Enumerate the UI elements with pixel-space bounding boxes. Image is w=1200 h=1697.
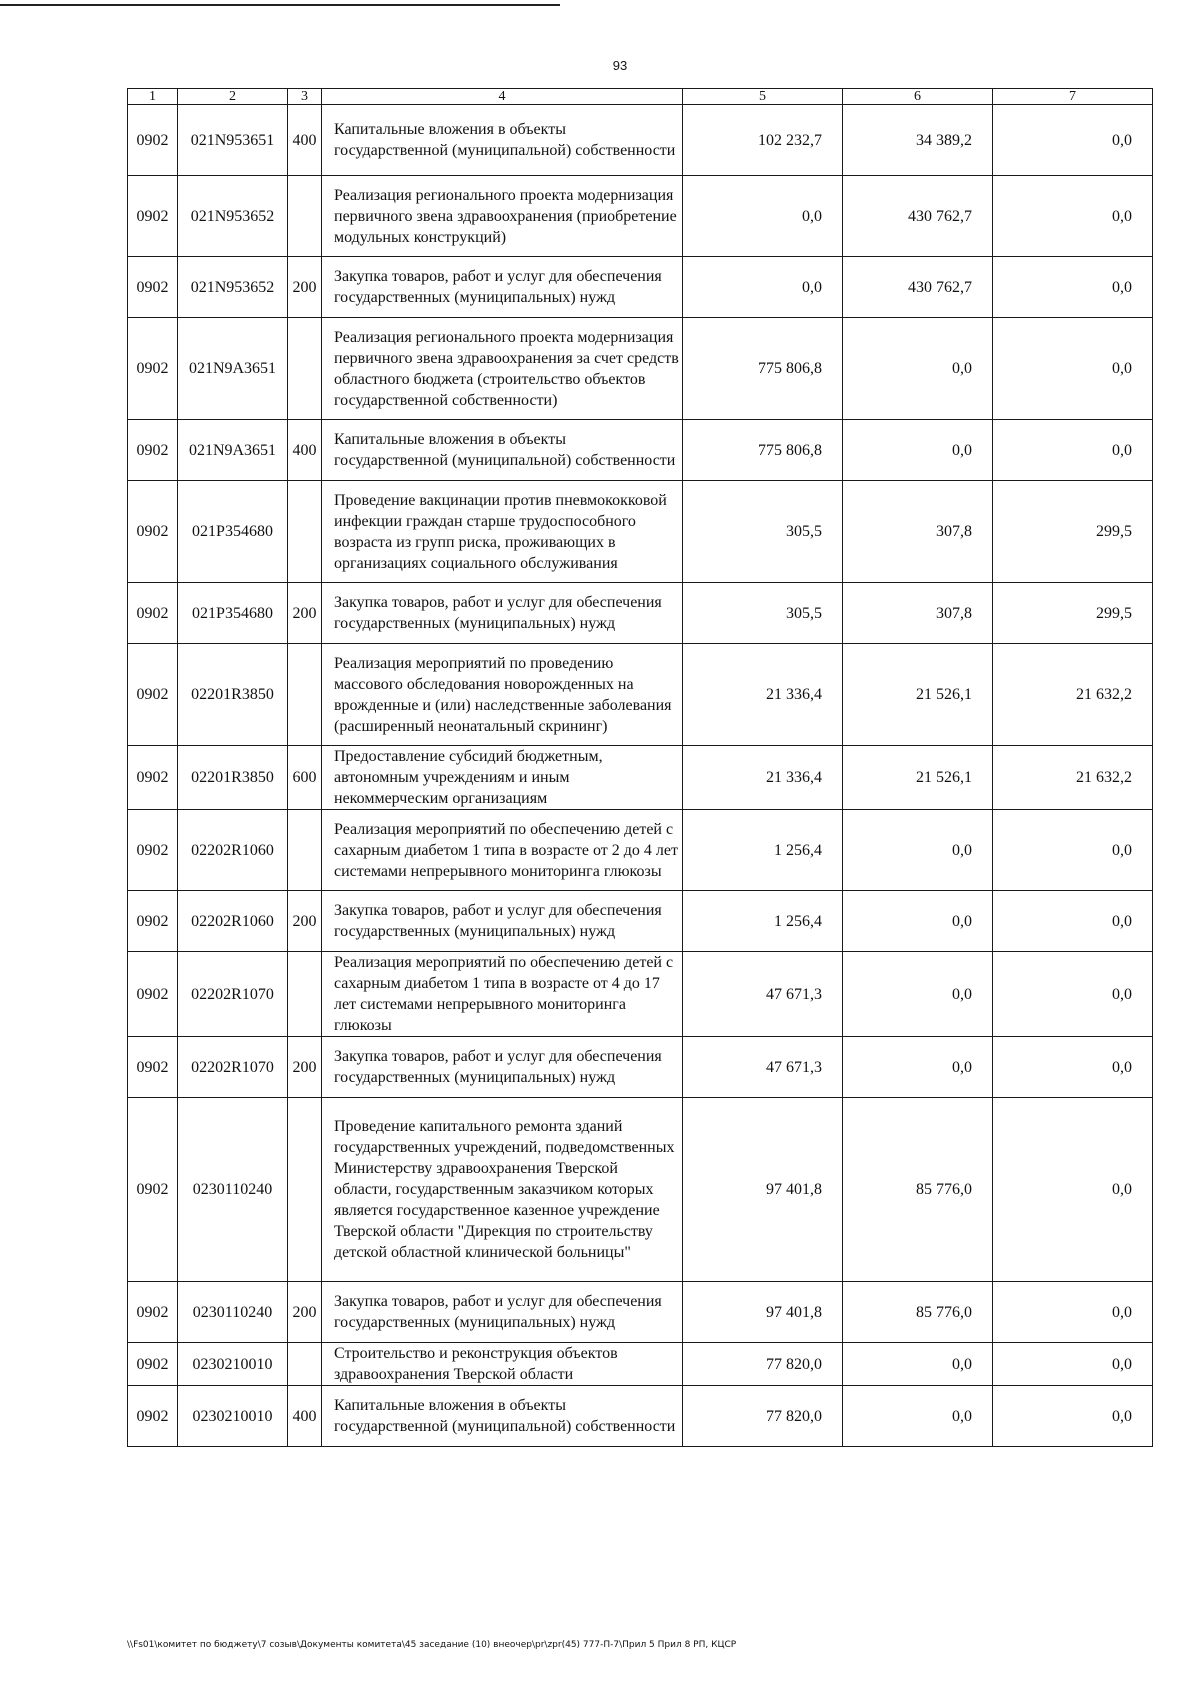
cell-value-5: 305,5: [683, 481, 843, 583]
cell-code: 02202R1070: [178, 1037, 288, 1098]
cell-value-7: 299,5: [993, 481, 1153, 583]
cell-description: Реализация мероприятий по обеспечению детей с сахарным диабетом 1 типа в возрасте от 2 до 4 лет системами непрерывного мониторинга глюкозы: [322, 810, 683, 891]
cell-section: 0902: [128, 746, 178, 810]
cell-section: 0902: [128, 583, 178, 644]
cell-value-5: 77 820,0: [683, 1343, 843, 1386]
cell-value-6: 430 762,7: [843, 257, 993, 318]
cell-value-6: 21 526,1: [843, 644, 993, 746]
cell-section: 0902: [128, 1386, 178, 1447]
cell-section: 0902: [128, 810, 178, 891]
cell-section: 0902: [128, 1343, 178, 1386]
cell-value-5: 47 671,3: [683, 952, 843, 1037]
cell-value-6: 0,0: [843, 1386, 993, 1447]
table-row: [128, 105, 1153, 176]
cell-value-7: 0,0: [993, 891, 1153, 952]
cell-section: 0902: [128, 891, 178, 952]
cell-type: 200: [288, 891, 322, 952]
cell-value-6: 34 389,2: [843, 105, 993, 176]
header-cell: 1: [128, 89, 178, 105]
cell-code: 02202R1060: [178, 810, 288, 891]
cell-value-7: 0,0: [993, 952, 1153, 1037]
cell-description: Закупка товаров, работ и услуг для обеспечения государственных (муниципальных) нужд: [322, 891, 683, 952]
cell-code: 02202R1070: [178, 952, 288, 1037]
cell-value-7: 0,0: [993, 1282, 1153, 1343]
cell-value-5: 0,0: [683, 176, 843, 257]
cell-description: Предоставление субсидий бюджетным, автономным учреждениям и иным некоммерческим организациям: [322, 746, 683, 810]
cell-code: 021P354680: [178, 481, 288, 583]
cell-value-5: 47 671,3: [683, 1037, 843, 1098]
header-cell: 2: [178, 89, 288, 105]
cell-value-7: 0,0: [993, 318, 1153, 420]
scan-top-rule: [0, 4, 560, 6]
cell-section: 0902: [128, 644, 178, 746]
cell-value-6: 85 776,0: [843, 1098, 993, 1282]
cell-code: 02201R3850: [178, 746, 288, 810]
cell-value-5: 0,0: [683, 257, 843, 318]
cell-description: Капитальные вложения в объекты государственной (муниципальной) собственности: [322, 105, 683, 176]
table-header-row: [128, 89, 1153, 105]
cell-type: 200: [288, 1282, 322, 1343]
cell-type: [288, 810, 322, 891]
cell-description: Капитальные вложения в объекты государственной (муниципальной) собственности: [322, 420, 683, 481]
table-row: [128, 810, 1153, 891]
cell-description: Закупка товаров, работ и услуг для обеспечения государственных (муниципальных) нужд: [322, 257, 683, 318]
cell-section: 0902: [128, 176, 178, 257]
table-row: [128, 1386, 1153, 1447]
cell-value-7: 0,0: [993, 105, 1153, 176]
cell-type: 400: [288, 420, 322, 481]
cell-value-5: 102 232,7: [683, 105, 843, 176]
cell-value-6: 0,0: [843, 1343, 993, 1386]
cell-type: 200: [288, 1037, 322, 1098]
cell-value-7: 0,0: [993, 1098, 1153, 1282]
cell-section: 0902: [128, 318, 178, 420]
cell-section: 0902: [128, 105, 178, 176]
cell-value-7: 21 632,2: [993, 644, 1153, 746]
cell-value-7: 0,0: [993, 420, 1153, 481]
cell-code: 0230110240: [178, 1282, 288, 1343]
cell-value-7: 0,0: [993, 810, 1153, 891]
table-row: [128, 1343, 1153, 1386]
cell-value-7: 0,0: [993, 1386, 1153, 1447]
table-row: [128, 1037, 1153, 1098]
page-number: 93: [612, 58, 628, 73]
cell-type: [288, 481, 322, 583]
cell-value-7: 0,0: [993, 257, 1153, 318]
cell-code: 021N9A3651: [178, 420, 288, 481]
cell-value-5: 1 256,4: [683, 891, 843, 952]
cell-code: 021N953652: [178, 257, 288, 318]
cell-value-6: 0,0: [843, 952, 993, 1037]
cell-description: Проведение капитального ремонта зданий государственных учреждений, подведомственных Министерству здравоохранения Тверской области, государственным заказчиком которых является государственное казенное учреждение Тверской области "Дирекция по строительству детской областной клинической больницы": [322, 1098, 683, 1282]
cell-value-7: 0,0: [993, 176, 1153, 257]
cell-value-7: 299,5: [993, 583, 1153, 644]
cell-value-6: 0,0: [843, 1037, 993, 1098]
cell-value-6: 430 762,7: [843, 176, 993, 257]
header-cell: 7: [993, 89, 1153, 105]
cell-type: [288, 952, 322, 1037]
cell-code: 021N9A3651: [178, 318, 288, 420]
cell-value-5: 21 336,4: [683, 746, 843, 810]
table-row: [128, 318, 1153, 420]
table-row: [128, 891, 1153, 952]
table-row: [128, 176, 1153, 257]
cell-type: 200: [288, 583, 322, 644]
cell-value-6: 0,0: [843, 420, 993, 481]
cell-description: Закупка товаров, работ и услуг для обеспечения государственных (муниципальных) нужд: [322, 1282, 683, 1343]
cell-section: 0902: [128, 952, 178, 1037]
cell-code: 021N953651: [178, 105, 288, 176]
table-row: [128, 420, 1153, 481]
cell-value-6: 21 526,1: [843, 746, 993, 810]
header-cell: 5: [683, 89, 843, 105]
cell-code: 0230210010: [178, 1343, 288, 1386]
table-row: [128, 1098, 1153, 1282]
cell-value-5: 97 401,8: [683, 1098, 843, 1282]
cell-description: Реализация мероприятий по проведению массового обследования новорожденных на врожденные и (или) наследственные заболевания (расширенный неонатальный скрининг): [322, 644, 683, 746]
header-cell: 4: [322, 89, 683, 105]
cell-type: [288, 318, 322, 420]
cell-type: 400: [288, 105, 322, 176]
cell-value-6: 307,8: [843, 583, 993, 644]
cell-code: 021P354680: [178, 583, 288, 644]
cell-description: Реализация мероприятий по обеспечению детей с сахарным диабетом 1 типа в возрасте от 4 до 17 лет системами непрерывного мониторинга глюкозы: [322, 952, 683, 1037]
cell-value-5: 77 820,0: [683, 1386, 843, 1447]
cell-value-5: 21 336,4: [683, 644, 843, 746]
table-row: [128, 746, 1153, 810]
cell-type: [288, 1343, 322, 1386]
cell-code: 02201R3850: [178, 644, 288, 746]
cell-description: Реализация регионального проекта модернизация первичного звена здравоохранения за счет средств областного бюджета (строительство объектов государственной собственности): [322, 318, 683, 420]
cell-section: 0902: [128, 1098, 178, 1282]
cell-value-6: 0,0: [843, 810, 993, 891]
budget-table: [127, 88, 1153, 1447]
cell-description: Закупка товаров, работ и услуг для обеспечения государственных (муниципальных) нужд: [322, 583, 683, 644]
cell-value-5: 97 401,8: [683, 1282, 843, 1343]
cell-description: Реализация регионального проекта модернизация первичного звена здравоохранения (приобретение модульных конструкций): [322, 176, 683, 257]
cell-value-7: 0,0: [993, 1037, 1153, 1098]
cell-type: [288, 644, 322, 746]
cell-value-6: 0,0: [843, 318, 993, 420]
cell-section: 0902: [128, 257, 178, 318]
header-cell: 3: [288, 89, 322, 105]
cell-description: Строительство и реконструкция объектов здравоохранения Тверской области: [322, 1343, 683, 1386]
cell-section: 0902: [128, 481, 178, 583]
file-path-footer: \\Fs01\комитет по бюджету\7 созыв\Документы комитета\45 заседание (10) внеочер\pr\zpr(45) 777-П-7\Прил 5 Прил 8 РП, КЦСР: [127, 1640, 737, 1650]
table-row: [128, 952, 1153, 1037]
cell-code: 02202R1060: [178, 891, 288, 952]
cell-code: 0230110240: [178, 1098, 288, 1282]
cell-value-5: 775 806,8: [683, 420, 843, 481]
cell-section: 0902: [128, 420, 178, 481]
cell-type: 400: [288, 1386, 322, 1447]
table-row: [128, 644, 1153, 746]
cell-section: 0902: [128, 1037, 178, 1098]
table-row: [128, 1282, 1153, 1343]
cell-value-6: 85 776,0: [843, 1282, 993, 1343]
cell-type: 600: [288, 746, 322, 810]
cell-value-5: 1 256,4: [683, 810, 843, 891]
cell-description: Капитальные вложения в объекты государственной (муниципальной) собственности: [322, 1386, 683, 1447]
cell-value-7: 0,0: [993, 1343, 1153, 1386]
cell-code: 0230210010: [178, 1386, 288, 1447]
cell-value-5: 775 806,8: [683, 318, 843, 420]
cell-code: 021N953652: [178, 176, 288, 257]
cell-section: 0902: [128, 1282, 178, 1343]
cell-type: [288, 1098, 322, 1282]
table-row: [128, 583, 1153, 644]
cell-value-6: 307,8: [843, 481, 993, 583]
cell-description: Проведение вакцинации против пневмококковой инфекции граждан старше трудоспособного возраста из групп риска, проживающих в организациях социального обслуживания: [322, 481, 683, 583]
cell-description: Закупка товаров, работ и услуг для обеспечения государственных (муниципальных) нужд: [322, 1037, 683, 1098]
cell-value-6: 0,0: [843, 891, 993, 952]
cell-type: 200: [288, 257, 322, 318]
cell-value-7: 21 632,2: [993, 746, 1153, 810]
table-row: [128, 481, 1153, 583]
cell-value-5: 305,5: [683, 583, 843, 644]
table-row: [128, 257, 1153, 318]
header-cell: 6: [843, 89, 993, 105]
cell-type: [288, 176, 322, 257]
